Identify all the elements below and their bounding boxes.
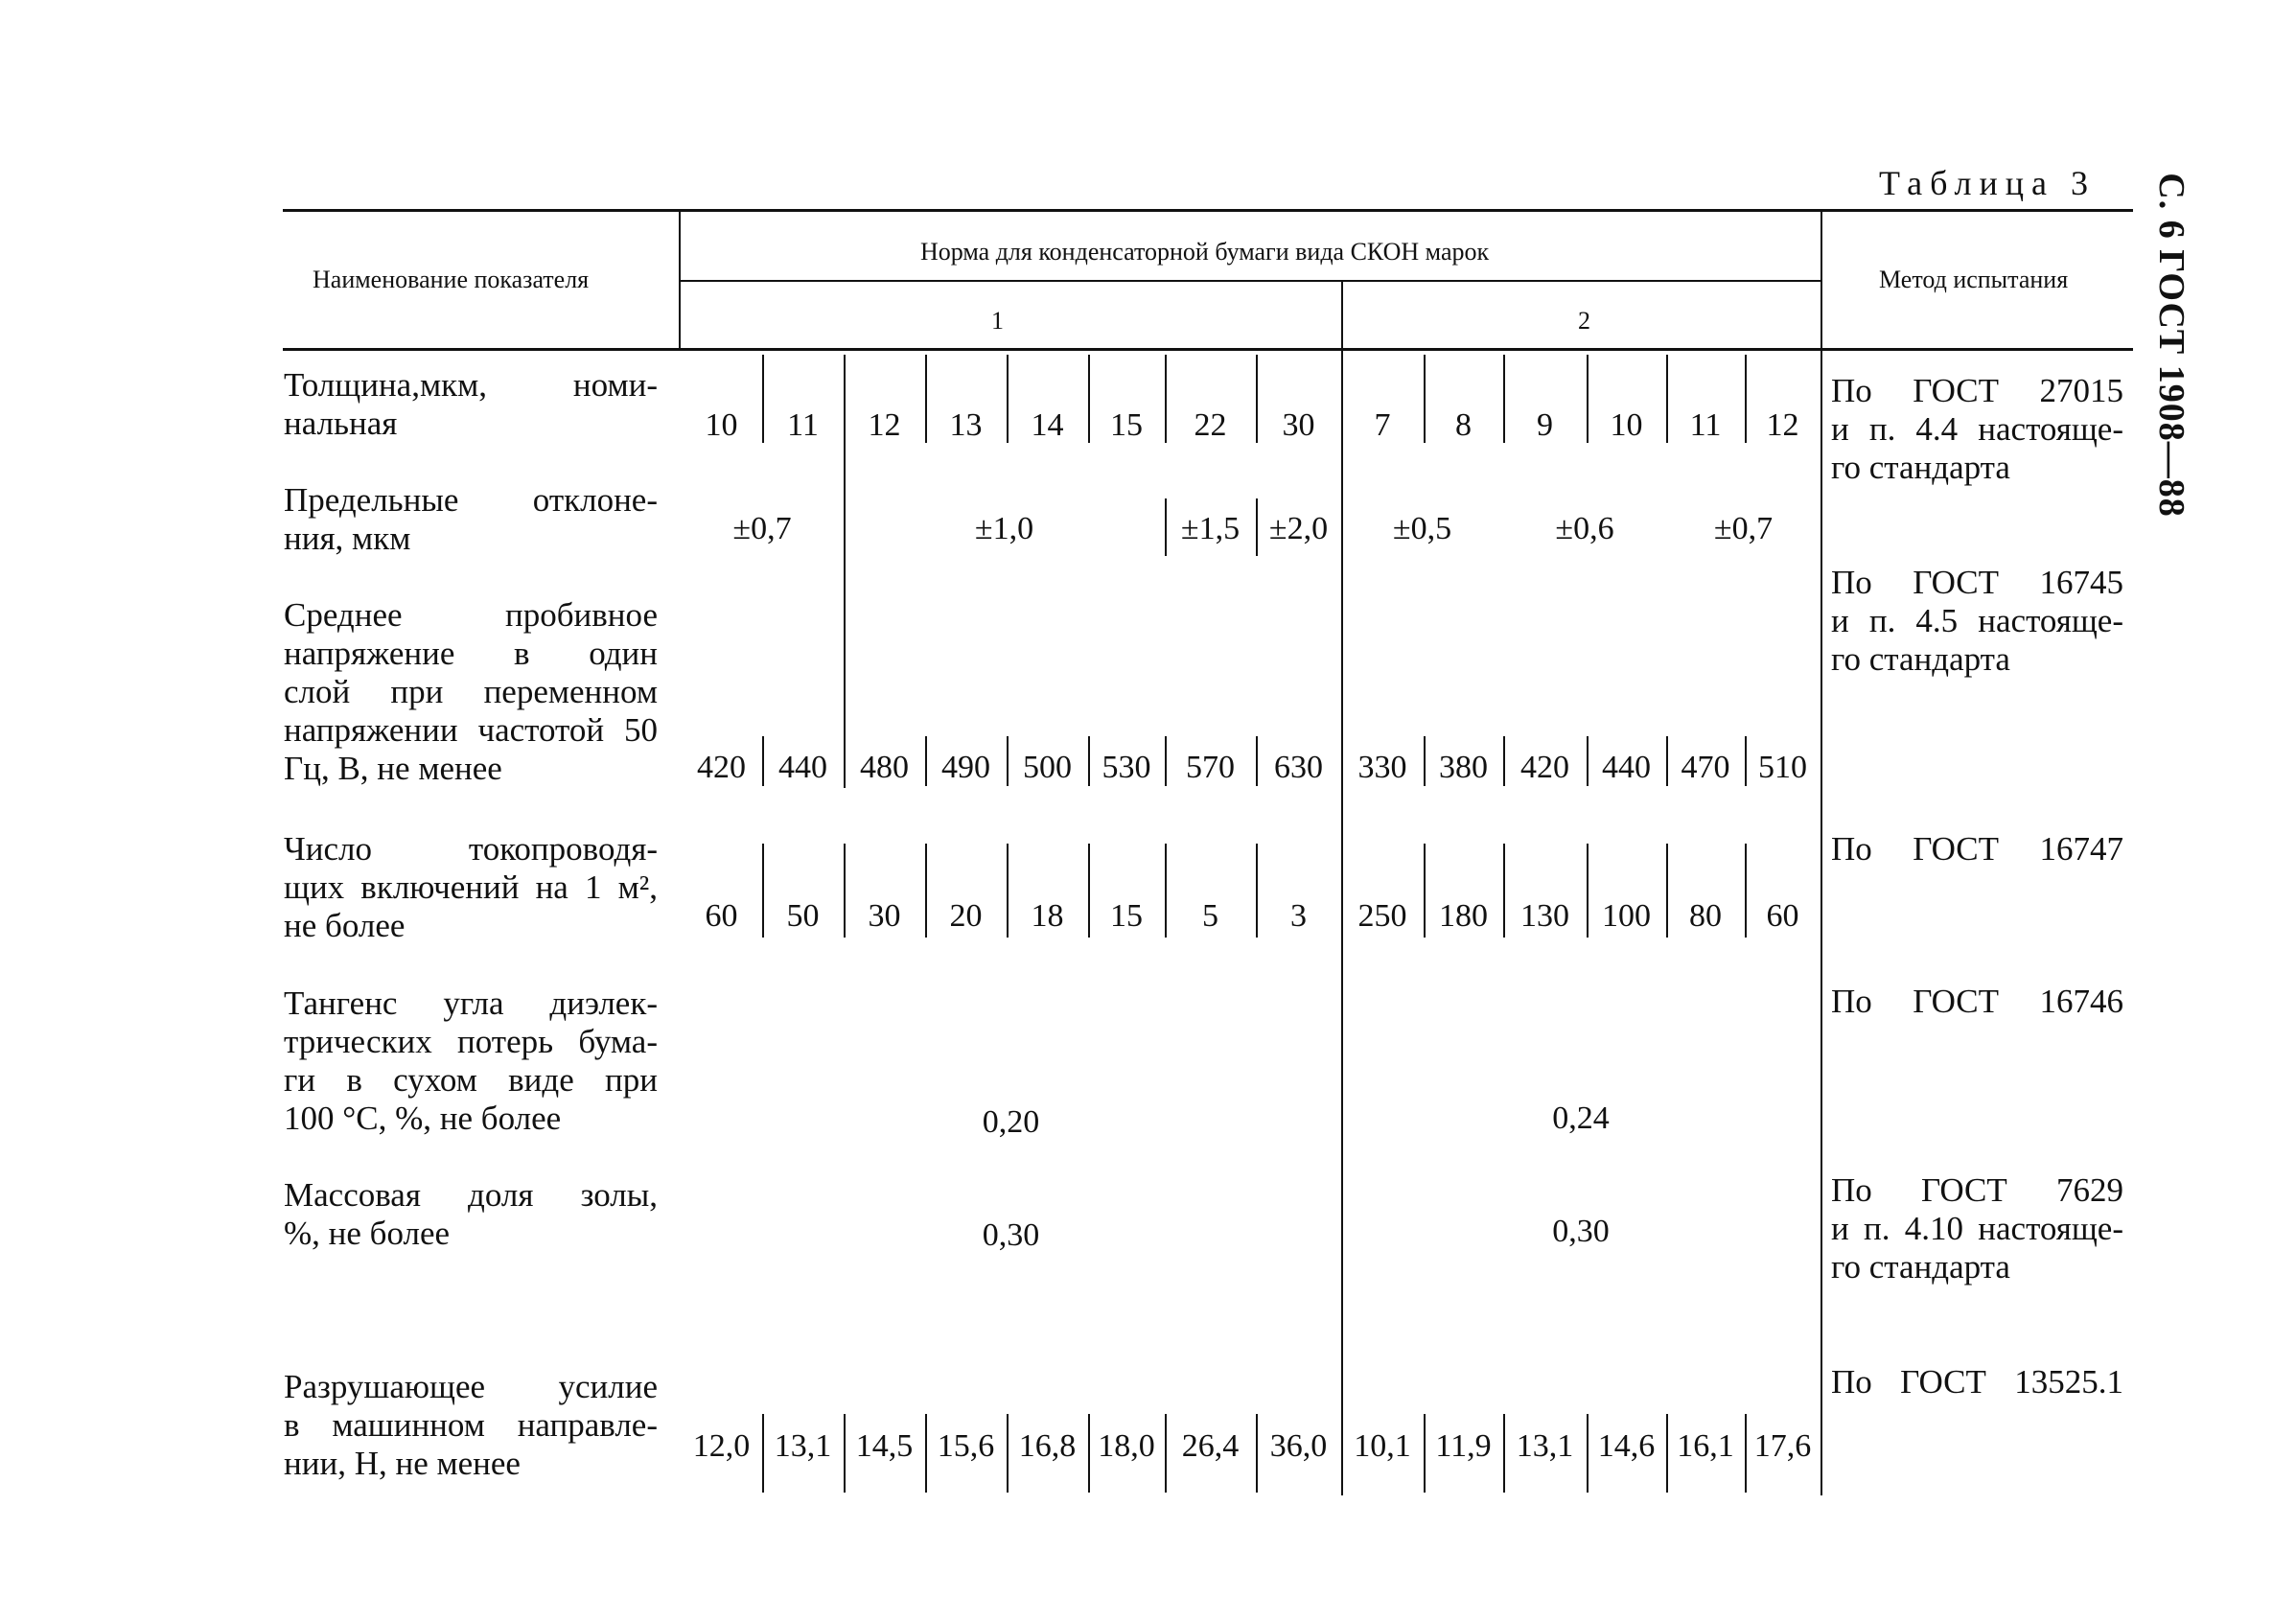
value-cell: 16,8 <box>1018 1428 1077 1464</box>
cell-separator <box>1165 355 1167 443</box>
cell-separator <box>1256 844 1258 938</box>
value-cell: 11 <box>1689 407 1722 443</box>
header-grade-1: 1 <box>991 307 1004 335</box>
header-norm: Норма для конденсаторной бумаги вида СКОН марок <box>920 238 1490 266</box>
value-cell: 10 <box>1610 407 1643 443</box>
row-name-line: ния, мкм <box>284 520 411 557</box>
cell-separator <box>925 844 927 938</box>
cell-separator <box>1256 1414 1258 1493</box>
value-cell: 130 <box>1520 898 1569 934</box>
value-cell: 17,6 <box>1753 1428 1812 1464</box>
value-cell: 5 <box>1202 898 1218 934</box>
cell-separator <box>1256 355 1258 443</box>
value-cell: 12 <box>868 407 901 443</box>
value-cell: 530 <box>1102 750 1151 785</box>
method-line: и п. 4.5 настояще- <box>1831 602 2123 639</box>
value-cell: 13,1 <box>774 1428 832 1464</box>
value-cell: 15,6 <box>937 1428 995 1464</box>
value-cell-merged: 0,24 <box>1552 1100 1610 1136</box>
table-top-rule <box>283 209 2133 212</box>
cell-separator <box>1165 498 1167 556</box>
cell-separator <box>1256 736 1258 786</box>
row-name-line: Толщина,мкм, номи- <box>284 366 658 404</box>
method-line: По ГОСТ 7629 <box>1831 1171 2123 1209</box>
cell-separator <box>1503 355 1505 443</box>
cell-separator <box>762 1414 764 1493</box>
value-cell: 60 <box>1766 898 1799 934</box>
header-sep-indicator <box>679 211 681 350</box>
row-name-breakdown-voltage <box>284 596 658 788</box>
cell-separator <box>1424 844 1426 938</box>
cell-separator <box>1256 498 1258 556</box>
value-cell: 30 <box>868 898 901 934</box>
value-cell: 420 <box>1520 750 1569 785</box>
cell-separator <box>1165 1414 1167 1493</box>
value-cell: 20 <box>949 898 983 934</box>
value-cell: 8 <box>1455 407 1472 443</box>
value-cell: 30 <box>1282 407 1315 443</box>
value-cell-merged: ±1,5 <box>1180 511 1241 546</box>
cell-separator <box>1745 736 1747 786</box>
value-cell: 13,1 <box>1516 1428 1574 1464</box>
page-side-label: С. 6 ГОСТ 1908—88 <box>2151 173 2192 518</box>
value-cell: 14,5 <box>855 1428 914 1464</box>
cell-separator <box>1745 844 1747 938</box>
method-loss-tangent <box>1831 983 2123 1021</box>
cell-separator <box>1587 736 1589 786</box>
value-cell: 3 <box>1290 898 1307 934</box>
value-cell: 80 <box>1689 898 1722 934</box>
cell-separator <box>1424 736 1426 786</box>
table-caption: Таблица 3 <box>1879 164 2096 202</box>
value-cell-merged: 0,30 <box>982 1217 1040 1253</box>
value-cell: 12,0 <box>692 1428 751 1464</box>
value-cell: 250 <box>1357 898 1407 934</box>
cell-separator <box>1007 1414 1009 1493</box>
value-cell: 9 <box>1537 407 1553 443</box>
value-cell-merged: ±1,0 <box>974 511 1034 546</box>
method-line: По ГОСТ 16746 <box>1831 983 2123 1020</box>
value-cell: 13 <box>949 407 983 443</box>
value-cell-merged: ±2,0 <box>1268 511 1329 546</box>
value-cell: 510 <box>1758 750 1807 785</box>
header-sep-grades <box>1341 282 1343 349</box>
value-cell: 11 <box>787 407 819 443</box>
cell-separator <box>844 443 846 788</box>
cell-separator <box>1503 844 1505 938</box>
value-cell: 36,0 <box>1269 1428 1328 1464</box>
value-cell: 500 <box>1023 750 1072 785</box>
method-line: и п. 4.10 настояще- <box>1831 1210 2123 1247</box>
method-breakdown-voltage <box>1831 564 2123 679</box>
row-name-line: Тангенс угла диэлек- <box>284 984 658 1022</box>
value-cell: 100 <box>1602 898 1651 934</box>
method-conductive-inclusions <box>1831 830 2123 868</box>
value-cell: 14 <box>1031 407 1064 443</box>
cell-separator <box>1745 355 1747 443</box>
method-line: По ГОСТ 27015 <box>1831 372 2123 409</box>
row-name-line: Число токопроводя- <box>284 830 658 868</box>
row-name-line: Предельные отклоне- <box>284 481 658 519</box>
cell-separator <box>1666 844 1668 938</box>
cell-separator <box>1666 736 1668 786</box>
value-cell: 440 <box>1602 750 1651 785</box>
value-cell: 330 <box>1357 750 1407 785</box>
value-cell: 180 <box>1439 898 1488 934</box>
row-name-line: Массовая доля золы, <box>284 1176 658 1214</box>
cell-separator <box>1503 736 1505 786</box>
method-breaking-force <box>1831 1363 2123 1401</box>
cell-separator <box>1424 355 1426 443</box>
value-cell-merged: ±0,5 <box>1392 511 1452 546</box>
row-name-line: не более <box>284 907 406 944</box>
cell-separator <box>1088 1414 1090 1493</box>
cell-separator <box>1165 736 1167 786</box>
value-cell: 480 <box>860 750 909 785</box>
value-cell: 14,6 <box>1597 1428 1656 1464</box>
method-line: По ГОСТ 13525.1 <box>1831 1363 2123 1401</box>
row-name-line: слой при переменном <box>284 673 658 710</box>
value-cell: 15 <box>1110 898 1143 934</box>
value-cell: 440 <box>778 750 827 785</box>
cell-separator <box>1587 355 1589 443</box>
cell-separator <box>1587 844 1589 938</box>
row-name-thickness <box>284 366 658 443</box>
method-line: го стандарта <box>1831 1248 2010 1285</box>
row-name-line: Разрушающее усилие <box>284 1368 658 1405</box>
method-line: го стандарта <box>1831 449 2010 486</box>
value-cell-merged: ±0,7 <box>732 511 792 546</box>
cell-separator <box>762 355 764 443</box>
value-cell: 26,4 <box>1181 1428 1240 1464</box>
method-line: По ГОСТ 16747 <box>1831 830 2123 868</box>
value-cell: 380 <box>1439 750 1488 785</box>
method-column-sep <box>1821 211 1822 1495</box>
cell-separator <box>1745 1414 1747 1493</box>
value-cell-merged: 0,20 <box>982 1104 1040 1140</box>
header-bottom-rule <box>283 348 2133 351</box>
value-cell: 490 <box>941 750 990 785</box>
header-grade-2: 2 <box>1578 307 1590 335</box>
method-line: По ГОСТ 16745 <box>1831 564 2123 601</box>
method-thickness <box>1831 372 2123 487</box>
row-name-line: трических потерь бума- <box>284 1023 658 1060</box>
row-name-line: ги в сухом виде при <box>284 1061 658 1099</box>
cell-separator <box>925 1414 927 1493</box>
value-cell: 10 <box>705 407 738 443</box>
row-name-line: Среднее пробивное <box>284 596 658 634</box>
cell-separator <box>1666 355 1668 443</box>
cell-separator <box>1165 844 1167 938</box>
value-cell: 470 <box>1681 750 1730 785</box>
value-cell: 7 <box>1374 407 1391 443</box>
header-indicator: Наименование показателя <box>313 266 590 293</box>
row-name-line: %, не более <box>284 1215 451 1252</box>
cell-separator <box>1007 355 1009 443</box>
row-name-line: щих включений на 1 м², <box>284 868 658 906</box>
row-name-conductive-inclusions <box>284 830 658 945</box>
row-name-loss-tangent <box>284 984 658 1138</box>
cell-separator <box>925 355 927 443</box>
cell-separator <box>762 736 764 786</box>
row-name-deviation <box>284 481 658 558</box>
method-ash <box>1831 1171 2123 1286</box>
row-name-line: в машинном направле- <box>284 1406 658 1444</box>
cell-separator <box>1587 1414 1589 1493</box>
value-cell: 12 <box>1766 407 1799 443</box>
cell-separator <box>925 736 927 786</box>
row-name-breaking-force <box>284 1368 658 1483</box>
value-cell: 10,1 <box>1354 1428 1411 1464</box>
row-name-line: нальная <box>284 405 398 442</box>
row-name-line: Гц, В, не менее <box>284 750 502 787</box>
cell-separator <box>762 844 764 938</box>
cell-separator <box>1424 1414 1426 1493</box>
value-cell: 15 <box>1110 407 1143 443</box>
value-cell: 18,0 <box>1098 1428 1155 1464</box>
value-cell-merged: 0,30 <box>1552 1214 1610 1249</box>
row-name-line: напряжение в один <box>284 635 658 672</box>
value-cell: 22 <box>1194 407 1227 443</box>
value-cell: 570 <box>1186 750 1235 785</box>
value-cell: 11,9 <box>1435 1428 1492 1464</box>
cell-separator <box>844 355 846 443</box>
value-cell: 18 <box>1031 898 1064 934</box>
value-cell: 60 <box>705 898 738 934</box>
cell-separator <box>1007 736 1009 786</box>
cell-separator <box>844 844 846 938</box>
cell-separator <box>1088 736 1090 786</box>
value-cell: 420 <box>697 750 746 785</box>
row-name-line: 100 °С, %, не более <box>284 1100 562 1137</box>
cell-separator <box>1007 844 1009 938</box>
method-line: и п. 4.4 настояще- <box>1831 410 2123 448</box>
cell-separator <box>1088 355 1090 443</box>
value-cell: 16,1 <box>1677 1428 1734 1464</box>
cell-separator <box>1666 1414 1668 1493</box>
cell-separator <box>1503 1414 1505 1493</box>
header-norm-rule <box>681 280 1821 282</box>
method-line: го стандарта <box>1831 640 2010 678</box>
value-cell-merged: ±0,7 <box>1713 511 1774 546</box>
row-name-ash <box>284 1176 658 1253</box>
row-name-line: напряжении частотой 50 <box>284 711 658 749</box>
value-cell-merged: ±0,6 <box>1555 511 1614 546</box>
cell-separator <box>844 1414 846 1493</box>
value-cell: 50 <box>786 898 820 934</box>
row-name-line: нии, Н, не менее <box>284 1445 521 1482</box>
cell-separator <box>1088 844 1090 938</box>
header-method: Метод испытания <box>1879 266 2069 293</box>
value-cell: 630 <box>1274 750 1323 785</box>
